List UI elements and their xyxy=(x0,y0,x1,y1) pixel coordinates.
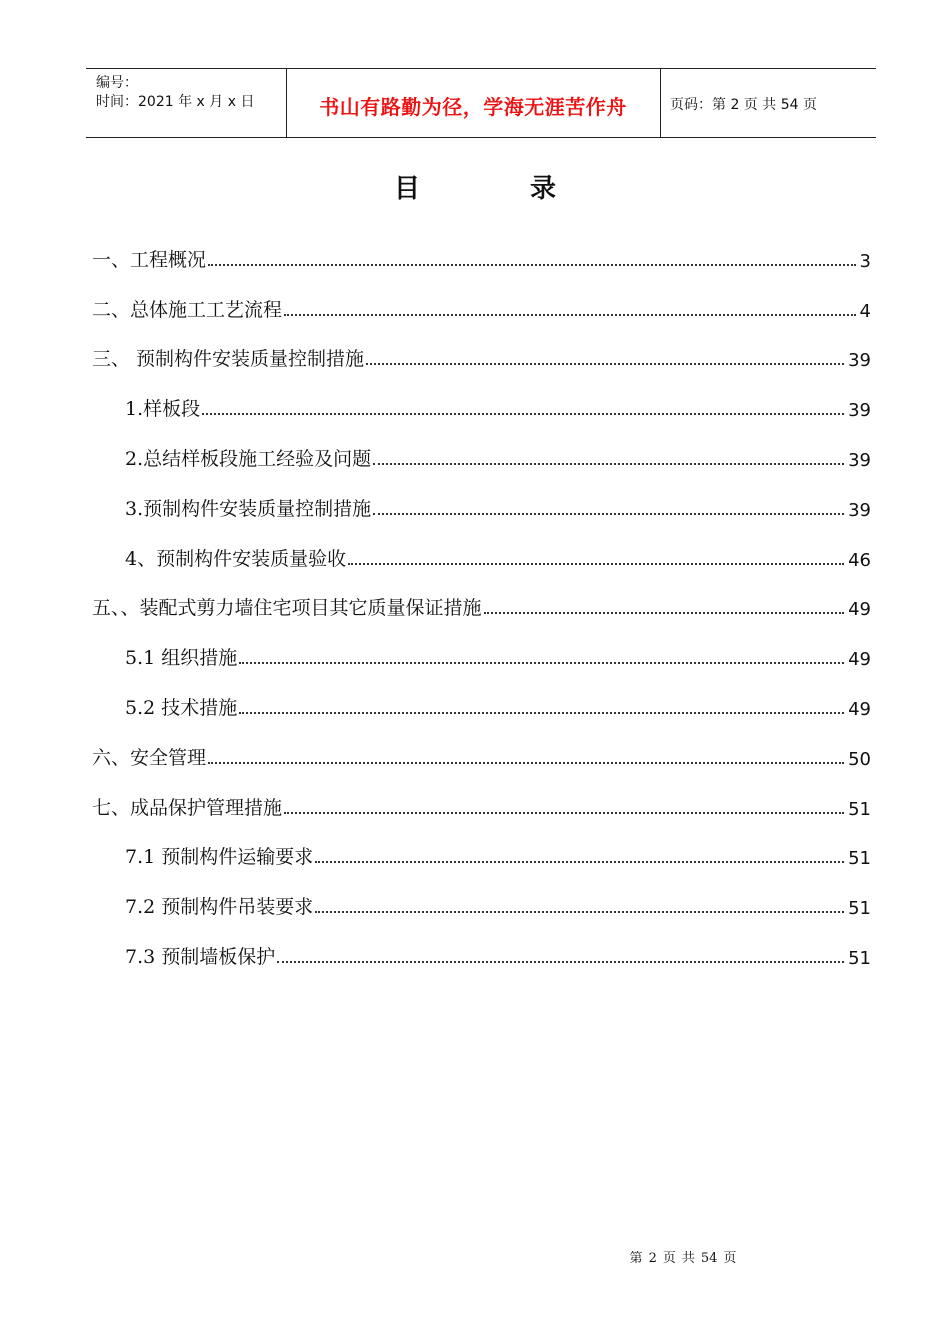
toc-entry-label: 二、总体施工工艺流程 xyxy=(92,298,283,321)
toc-entry[interactable] xyxy=(92,869,871,919)
footer-di: 第 xyxy=(629,1251,643,1266)
toc-entry[interactable] xyxy=(92,222,871,272)
header-motto-cell xyxy=(286,69,661,137)
toc-entry-label: 2.总结样板段施工经验及问题 xyxy=(125,447,372,470)
toc-entry-page: 46 xyxy=(848,549,871,571)
toc-leader xyxy=(373,463,844,465)
toc-entry-label: 七、成品保护管理措施 xyxy=(92,796,283,819)
header-meta-cell xyxy=(86,69,287,137)
toc-entry-label: 7.1 预制构件运输要求 xyxy=(125,846,314,869)
toc-entry-label: 5.2 技术措施 xyxy=(125,696,238,719)
toc-entry[interactable] xyxy=(92,272,871,322)
toc-entry[interactable] xyxy=(92,322,871,372)
toc-leader xyxy=(277,961,844,963)
toc-entry-page: 51 xyxy=(848,848,871,870)
table-of-contents xyxy=(92,222,871,969)
toc-entry[interactable] xyxy=(92,371,871,421)
toc-title-char-1: 目 xyxy=(393,174,420,204)
toc-leader xyxy=(484,612,845,614)
footer-gong: 共 xyxy=(681,1251,695,1266)
footer-total-pages: 54 xyxy=(700,1251,718,1266)
toc-entry-label: 5.1 组织措施 xyxy=(125,647,238,670)
code-label: 编号： xyxy=(96,75,138,91)
toc-entry-label: 4、预制构件安装质量验收 xyxy=(125,547,347,570)
toc-entry-label: 1.样板段 xyxy=(125,398,201,421)
toc-entry[interactable] xyxy=(92,720,871,770)
toc-entry[interactable] xyxy=(92,571,871,621)
toc-entry-page: 4 xyxy=(859,300,871,322)
toc-leader xyxy=(208,264,856,266)
toc-entry-label: 7.3 预制墙板保护 xyxy=(125,945,276,968)
toc-leader xyxy=(315,861,844,863)
toc-entry[interactable] xyxy=(92,521,871,571)
toc-entry[interactable] xyxy=(92,820,871,870)
toc-entry-label: 三、 预制构件安装质量控制措施 xyxy=(92,348,365,371)
header-page-cell xyxy=(660,69,876,137)
toc-leader xyxy=(239,662,844,664)
toc-entry-label: 3.预制构件安装质量控制措施 xyxy=(125,497,372,520)
toc-entry-label: 五、、装配式剪力墙住宅项目其它质量保证措施 xyxy=(92,597,482,620)
toc-entry-page: 49 xyxy=(848,698,871,720)
toc-entry-page: 39 xyxy=(848,350,871,372)
toc-entry-page: 49 xyxy=(848,649,871,671)
toc-leader xyxy=(202,413,844,415)
toc-entry[interactable] xyxy=(92,919,871,969)
toc-entry-label: 六、安全管理 xyxy=(92,746,207,769)
toc-leader xyxy=(315,911,844,913)
toc-entry-label: 7.2 预制构件吊装要求 xyxy=(125,896,314,919)
toc-entry[interactable] xyxy=(92,471,871,521)
toc-entry[interactable] xyxy=(92,670,871,720)
toc-leader xyxy=(239,712,844,714)
toc-entry-page: 3 xyxy=(859,250,871,272)
time-label: 时间：2021 年 x 月 x 日 xyxy=(96,94,255,110)
toc-leader xyxy=(373,513,844,515)
toc-entry-page: 39 xyxy=(848,400,871,422)
page-info: 页码：第 2 页 共 54 页 xyxy=(670,97,817,113)
toc-entry-page: 39 xyxy=(848,499,871,521)
footer-ye: 页 xyxy=(662,1251,676,1266)
footer-ye-2: 页 xyxy=(723,1251,737,1266)
page-header xyxy=(86,68,876,138)
toc-entry-page: 50 xyxy=(848,748,871,770)
toc-entry[interactable] xyxy=(92,770,871,820)
toc-leader xyxy=(348,563,844,565)
toc-title xyxy=(0,168,950,205)
motto-text: 书山有路勤为径，学海无涯苦作舟 xyxy=(319,95,627,119)
toc-title-char-2: 录 xyxy=(530,174,557,204)
toc-leader xyxy=(366,363,844,365)
footer-page-number: 2 xyxy=(648,1251,657,1266)
toc-entry-page: 51 xyxy=(848,947,871,969)
toc-entry-label: 一、工程概况 xyxy=(92,248,207,271)
toc-leader xyxy=(284,812,844,814)
toc-leader xyxy=(284,314,856,316)
toc-entry-page: 39 xyxy=(848,449,871,471)
toc-entry-page: 51 xyxy=(848,798,871,820)
toc-entry[interactable] xyxy=(92,421,871,471)
toc-entry-page: 49 xyxy=(848,599,871,621)
toc-leader xyxy=(208,762,844,764)
toc-entry[interactable] xyxy=(92,620,871,670)
page-footer xyxy=(0,1247,950,1266)
toc-entry-page: 51 xyxy=(848,898,871,920)
